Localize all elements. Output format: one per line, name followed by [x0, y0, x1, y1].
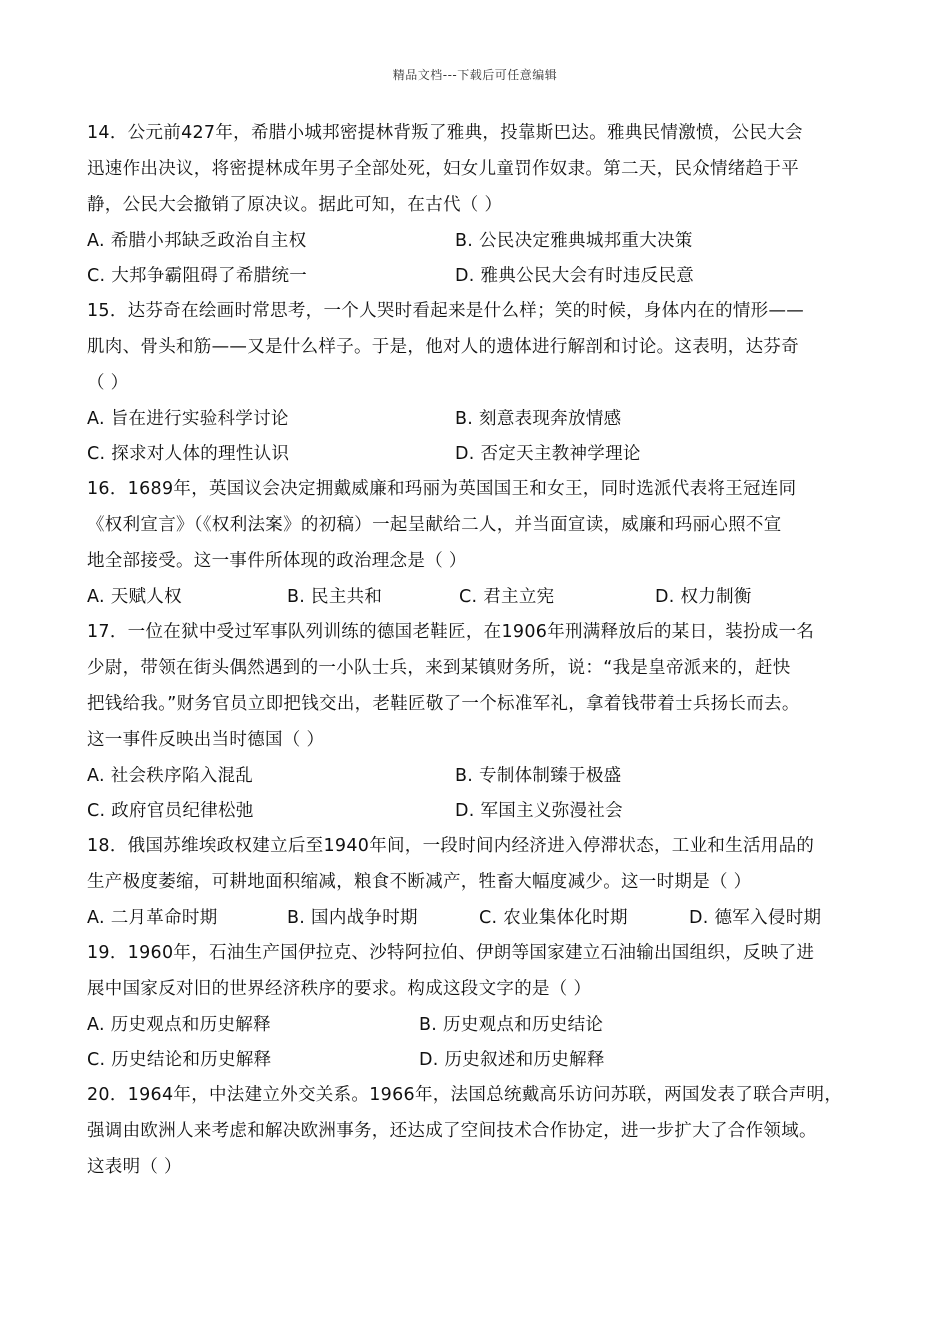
- question-stem-line: 15．达芬奇在绘画时常思考，一个人哭时看起来是什么样；笑的时候，身体内在的情形——: [87, 301, 805, 321]
- option-b: B. 民主共和: [287, 587, 383, 607]
- question-17: [87, 619, 877, 824]
- question-stem-line: 地全部接受。这一事件所体现的政治理念是（ ）: [87, 551, 467, 571]
- option-a: A. 希腊小邦缺乏政治自主权: [87, 231, 307, 251]
- option-c: C. 农业集体化时期: [479, 908, 628, 928]
- option-row: [87, 228, 877, 254]
- question-14: [87, 120, 877, 289]
- option-b: B. 国内战争时期: [287, 908, 418, 928]
- option-a: A. 天赋人权: [87, 587, 182, 607]
- question-19: [87, 940, 877, 1073]
- option-row: [87, 406, 877, 432]
- option-row: [87, 584, 877, 610]
- question-stem-line: 展中国家反对旧的世界经济秩序的要求。构成这段文字的是（ ）: [87, 979, 592, 999]
- option-c: C. 君主立宪: [459, 587, 555, 607]
- question-stem-line: 这一事件反映出当时德国（ ）: [87, 730, 325, 750]
- option-row: [87, 1012, 877, 1038]
- question-stem-line: 肌肉、骨头和筋——又是什么样子。于是，他对人的遗体进行解剖和讨论。这表明，达芬奇: [87, 337, 799, 357]
- question-stem-line: 把钱给我。”财务官员立即把钱交出，老鞋匠敬了一个标准军礼，拿着钱带着士兵扬长而去。: [87, 694, 800, 714]
- question-stem-line: 18．俄国苏维埃政权建立后至1940年间，一段时间内经济进入停滞状态，工业和生活用品的: [87, 836, 815, 856]
- question-stem-line: 静，公民大会撤销了原决议。据此可知，在古代（ ）: [87, 195, 503, 215]
- question-stem-line: 这表明（ ）: [87, 1157, 182, 1177]
- exam-content: [87, 120, 877, 1190]
- question-16: [87, 476, 877, 610]
- question-stem-line: 19．1960年，石油生产国伊拉克、沙特阿拉伯、伊朗等国家建立石油输出国组织，反映了进: [87, 943, 815, 963]
- question-stem-line: 20．1964年，中法建立外交关系。1966年，法国总统戴高乐访问苏联，两国发表了联合声明，: [87, 1085, 843, 1105]
- option-c: C. 政府官员纪律松弛: [87, 801, 254, 821]
- option-d: D. 雅典公民大会有时违反民意: [455, 266, 695, 286]
- option-b: B. 刻意表现奔放情感: [455, 409, 622, 429]
- option-row: [87, 905, 877, 931]
- option-d: D. 军国主义弥漫社会: [455, 801, 623, 821]
- question-stem-line: 《权利宣言》（《权利法案》的初稿）一起呈献给二人，并当面宣读，威廉和玛丽心照不宣: [87, 515, 782, 535]
- question-stem-line: 16．1689年，英国议会决定拥戴威廉和玛丽为英国国王和女王，同时选派代表将王冠连同: [87, 479, 797, 499]
- option-c: C. 探求对人体的理性认识: [87, 444, 290, 464]
- question-stem-line: （ ）: [87, 373, 129, 393]
- option-a: A. 社会秩序陷入混乱: [87, 766, 254, 786]
- question-stem-line: 少尉，带领在街头偶然遇到的一小队士兵，来到某镇财务所，说：“我是皇帝派来的，赶快: [87, 658, 791, 678]
- option-c: C. 历史结论和历史解释: [87, 1050, 272, 1070]
- option-row: [87, 763, 877, 789]
- option-b: B. 公民决定雅典城邦重大决策: [455, 231, 693, 251]
- question-20: [87, 1082, 877, 1180]
- option-d: D. 权力制衡: [655, 587, 752, 607]
- option-b: B. 历史观点和历史结论: [419, 1015, 604, 1035]
- question-stem-line: 生产极度萎缩，可耕地面积缩减，粮食不断减产，牲畜大幅度减少。这一时期是（ ）: [87, 872, 752, 892]
- option-a: A. 旨在进行实验科学讨论: [87, 409, 289, 429]
- question-18: [87, 833, 877, 931]
- option-row: [87, 441, 877, 467]
- page-header: 精品文档---下载后可任意编辑: [392, 68, 558, 82]
- option-c: C. 大邦争霸阻碍了希腊统一: [87, 266, 308, 286]
- option-row: [87, 798, 877, 824]
- option-d: D. 历史叙述和历史解释: [419, 1050, 605, 1070]
- question-15: [87, 298, 877, 467]
- option-a: A. 二月革命时期: [87, 908, 218, 928]
- option-a: A. 历史观点和历史解释: [87, 1015, 271, 1035]
- question-stem-line: 迅速作出决议，将密提林成年男子全部处死，妇女儿童罚作奴隶。第二天，民众情绪趋于平: [87, 159, 799, 179]
- question-stem-line: 14．公元前427年，希腊小城邦密提林背叛了雅典，投靠斯巴达。雅典民情激愤，公民大会: [87, 123, 803, 143]
- option-row: [87, 263, 877, 289]
- option-d: D. 否定天主教神学理论: [455, 444, 641, 464]
- option-d: D. 德军入侵时期: [689, 908, 822, 928]
- option-row: [87, 1047, 877, 1073]
- question-stem-line: 强调由欧洲人来考虑和解决欧洲事务，还达成了空间技术合作协定，进一步扩大了合作领域。: [87, 1121, 817, 1141]
- option-b: B. 专制体制臻于极盛: [455, 766, 622, 786]
- question-stem-line: 17．一位在狱中受过军事队列训练的德国老鞋匠，在1906年刑满释放后的某日，装扮成一名: [87, 622, 815, 642]
